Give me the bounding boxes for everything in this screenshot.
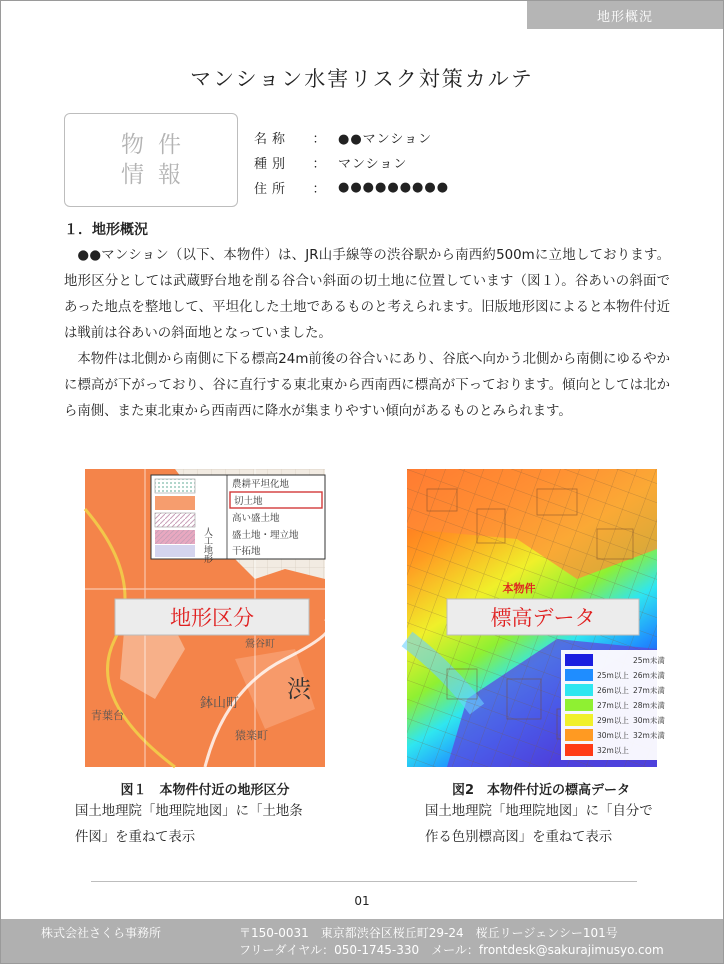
place-label: 猿楽町 bbox=[235, 729, 268, 742]
legend-swatch bbox=[565, 684, 593, 696]
info-label: 住所 bbox=[254, 182, 291, 197]
info-row-address bbox=[254, 175, 449, 200]
property-marker-label: 本物件 bbox=[502, 582, 536, 595]
paragraph-1: ●●マンション（以下、本物件）は、JR山手線等の渋谷駅から南西約500mに立地しております。地形区分としては武蔵野台地を削る谷合い斜面の切土地に位置しています（図１）。谷あいの斜面であった地点を整地して、平坦化した土地であるものと考えられます。旧版地形図によると本物件付近は戦前は谷あいの斜面地となっていました。 bbox=[64, 248, 670, 341]
info-row-name bbox=[254, 125, 449, 150]
figure1-caption: 図１ 本物件付近の地形区分 bbox=[120, 783, 290, 798]
paragraph-2: 本物件は北側から南側に下る標高24m前後の谷合いにあり、谷底へ向かう北側から南側にゆるやかに標高が下がっており、谷に直行する東北東から西南西に標高が下っております。傾向としては北から南側、また東北東から西南西に降水が集まりやすい傾向があるものとみられます。 bbox=[64, 352, 670, 419]
property-info-box bbox=[64, 113, 238, 207]
legend-item: 切土地 bbox=[234, 496, 263, 507]
legend-to: 25m未満 bbox=[633, 656, 665, 665]
figure1-legend bbox=[151, 475, 325, 564]
property-box-line2: 情報 bbox=[121, 162, 195, 188]
legend-to: 30m未満 bbox=[633, 716, 665, 725]
figure2-source bbox=[425, 799, 653, 851]
legend-swatch bbox=[565, 654, 593, 666]
figure1-source-line1: 国土地理院「地理院地図」に「土地条 bbox=[75, 804, 303, 819]
figure2-source-line2: 作る色別標高図」を重ねて表示 bbox=[425, 830, 613, 845]
figure1-source-line2: 件図」を重ねて表示 bbox=[75, 830, 196, 845]
legend-from: 27m以上 bbox=[597, 701, 629, 710]
section-heading: １．地形概況 bbox=[64, 222, 148, 238]
footer-bar bbox=[1, 919, 723, 963]
legend-from: 30m以上 bbox=[597, 731, 629, 740]
figure1-map bbox=[85, 469, 325, 767]
figure2-legend bbox=[561, 650, 665, 760]
legend-swatch bbox=[565, 669, 593, 681]
info-value: マンション bbox=[338, 157, 408, 172]
figure1-overlay-label: 地形区分 bbox=[170, 606, 254, 630]
legend-item: 高い盛土地 bbox=[232, 513, 280, 524]
footer-contact: フリーダイヤル：050-1745-330 メール：frontdesk@sakurajimusyo.com bbox=[239, 943, 664, 957]
property-info-table bbox=[254, 125, 449, 200]
legend-to: 27m未満 bbox=[633, 686, 665, 695]
legend-group-label: 人工地形 bbox=[202, 527, 212, 563]
info-value: ●●マンション bbox=[338, 132, 433, 147]
page-title: マンション水害リスク対策カルテ bbox=[190, 67, 534, 91]
figure2-map bbox=[407, 469, 665, 767]
legend-swatch bbox=[565, 729, 593, 741]
info-label: 名称 bbox=[254, 132, 291, 147]
legend-to: 32m未満 bbox=[633, 731, 665, 740]
legend-from: 32m以上 bbox=[597, 746, 629, 755]
info-row-type bbox=[254, 150, 449, 175]
legend-to: 28m未満 bbox=[633, 701, 665, 710]
page-number: 01 bbox=[354, 894, 370, 908]
figure2-source-line1: 国土地理院「地理院地図」に「自分で bbox=[425, 804, 653, 819]
figure2-overlay-label: 標高データ bbox=[490, 606, 596, 630]
legend-swatch bbox=[565, 714, 593, 726]
legend-item: 農耕平坦化地 bbox=[232, 479, 290, 490]
section-tab: 地形概況 bbox=[527, 1, 723, 29]
info-value: ●●●●●●●●● bbox=[338, 180, 450, 195]
info-separator: ： bbox=[312, 132, 326, 147]
footer-address: 〒150-0031 東京都渋谷区桜丘町29-24 桜丘リージェンシー101号 bbox=[239, 926, 618, 940]
place-label: 鶯谷町 bbox=[245, 639, 275, 650]
legend-from: 26m以上 bbox=[597, 686, 629, 695]
info-separator: ： bbox=[312, 182, 326, 197]
footer-divider bbox=[91, 881, 637, 882]
place-label: 青葉台 bbox=[91, 709, 124, 722]
legend-item: 盛土地・埋立地 bbox=[232, 530, 299, 541]
info-label: 種別 bbox=[254, 157, 291, 172]
legend-item: 干拓地 bbox=[232, 546, 261, 557]
footer-company: 株式会社さくら事務所 bbox=[41, 926, 162, 940]
figure2-caption: 図2 本物件付近の標高データ bbox=[451, 783, 631, 798]
place-label: 渋 bbox=[287, 675, 311, 703]
info-separator: ： bbox=[312, 157, 326, 172]
property-box-line1: 物件 bbox=[121, 132, 195, 158]
place-label: 鉢山町 bbox=[200, 696, 240, 711]
legend-from: 25m以上 bbox=[597, 671, 629, 680]
legend-swatch bbox=[565, 699, 593, 711]
legend-to: 26m未満 bbox=[633, 671, 665, 680]
figure1-source bbox=[75, 799, 303, 851]
legend-from: 29m以上 bbox=[597, 716, 629, 725]
section-body bbox=[64, 243, 670, 425]
legend-swatch bbox=[565, 744, 593, 756]
